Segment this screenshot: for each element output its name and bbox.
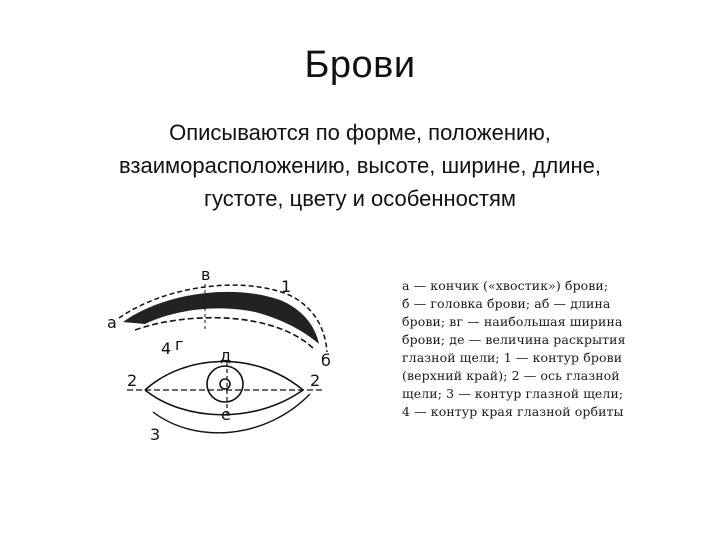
legend-line: брови; вг — наибольшая ширина [402, 314, 623, 329]
eyebrow-diagram [105, 262, 345, 452]
slide-title: Брови [304, 44, 416, 86]
label-n4: 4 [161, 339, 172, 358]
legend-line: а — кончик («хвостик») брови; [402, 278, 609, 293]
legend-line: щели; 3 — контур глазной щели; [402, 386, 624, 401]
label-n1: 1 [281, 277, 292, 296]
diagram-legend [402, 277, 652, 421]
slide-body-text [40, 116, 680, 215]
body-line-2: взаиморасположению, высоте, ширине, длине, [118, 153, 602, 178]
pupil [220, 379, 230, 389]
legend-line: б — головка брови; аб — длина [402, 296, 611, 311]
eyebrow-diagram-svg [105, 262, 345, 452]
label-e: е [221, 405, 231, 424]
label-a: а [107, 313, 117, 332]
legend-line: глазной щели; 1 — контур брови [402, 350, 623, 365]
iris [207, 366, 243, 402]
label-v: в [201, 265, 211, 284]
legend-line: (верхний край); 2 — ось глазной [402, 368, 620, 383]
label-n2-left: 2 [127, 371, 138, 390]
label-n3: 3 [150, 425, 161, 444]
label-g: г [175, 335, 184, 354]
legend-line: брови; де — величина раскрытия [402, 332, 626, 347]
label-d: д [220, 346, 232, 365]
label-n2-right: 2 [310, 371, 321, 390]
legend-line: 4 — контур края глазной орбиты [402, 404, 624, 419]
body-line-1: Описываются по форме, положению, [169, 120, 551, 145]
body-line-3: густоте, цвету и особенностям [204, 186, 516, 211]
eyebrow-shape [123, 292, 319, 344]
label-b: б [321, 351, 331, 370]
